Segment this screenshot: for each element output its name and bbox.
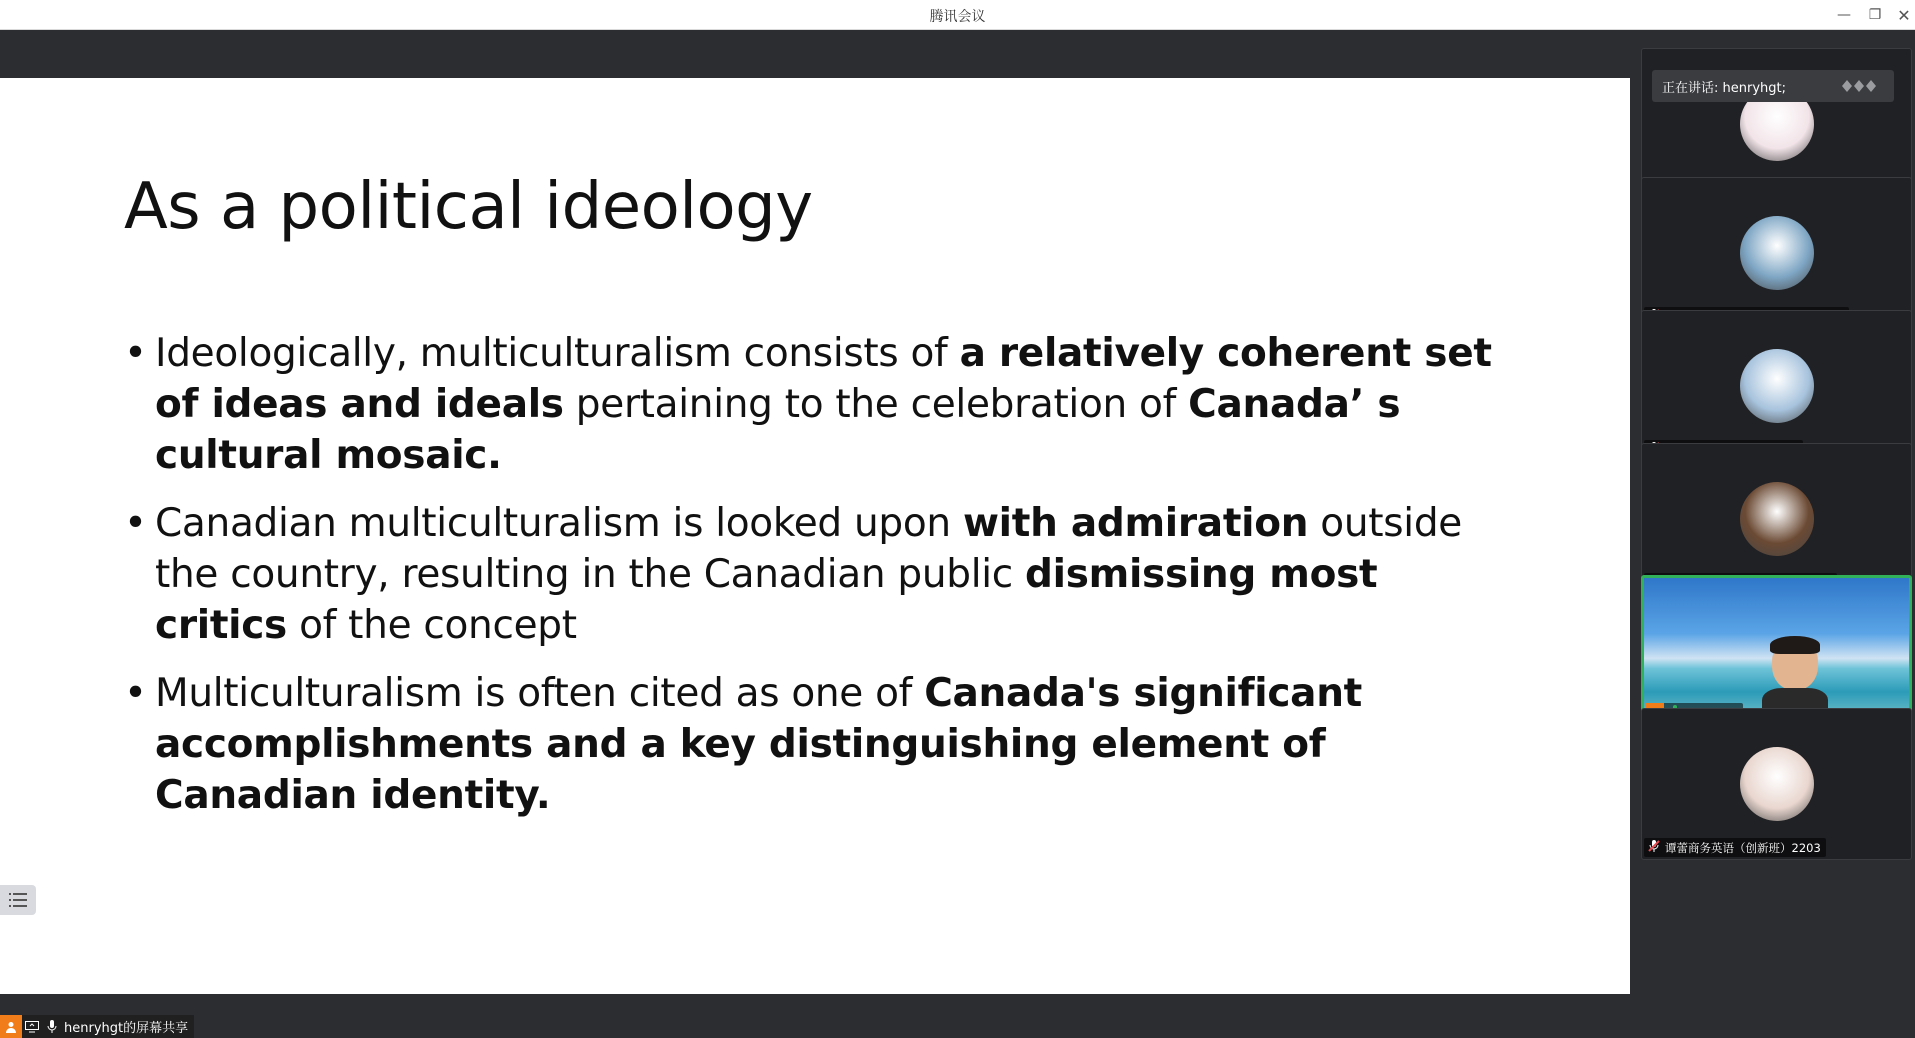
screen-share-indicator xyxy=(0,1015,194,1038)
participant-tile[interactable] xyxy=(1641,310,1912,462)
slide-bullet xyxy=(124,498,1514,651)
presentation-slide xyxy=(0,78,1630,994)
participant-tile[interactable] xyxy=(1641,708,1912,860)
minimize-button[interactable]: — xyxy=(1837,7,1851,23)
bullet-text: outside the country, resulting in the Canadian public xyxy=(155,501,1462,597)
bullet-bold-text: Canada's significant accomplishments and a key distinguishing element of Canadian identity. xyxy=(155,671,1362,818)
bullet-bold-text: Canada’ s cultural mosaic. xyxy=(155,382,1401,478)
participant-name-tag xyxy=(1644,838,1826,857)
active-speaker-text: 正在讲话: henryhgt; xyxy=(1662,80,1786,96)
microphone-icon xyxy=(42,1015,62,1038)
avatar xyxy=(1740,747,1814,821)
avatar xyxy=(1740,216,1814,290)
bullet-bold-text: with admiration xyxy=(962,501,1309,546)
bullet-text: of the concept xyxy=(286,603,577,648)
participant-panel xyxy=(1630,30,1915,1038)
participant-tile[interactable] xyxy=(1641,443,1912,595)
avatar xyxy=(1740,482,1814,556)
close-button[interactable]: ✕ xyxy=(1897,5,1911,25)
active-speaker-banner xyxy=(1652,70,1894,102)
slide-bullet xyxy=(124,668,1514,821)
slide-bullet xyxy=(124,328,1514,481)
host-icon xyxy=(0,1015,22,1038)
sound-wave-icon xyxy=(1840,79,1884,93)
window-title: 腾讯会议 xyxy=(929,9,986,25)
avatar xyxy=(1740,349,1814,423)
screen-share-label: henryhgt的屏幕共享 xyxy=(64,1021,189,1036)
participant-tile[interactable] xyxy=(1641,575,1912,727)
title-bar xyxy=(0,0,1915,30)
screen-share-area xyxy=(0,30,1630,1038)
bullet-text: Multiculturalism is often cited as one of xyxy=(155,671,925,716)
list-icon xyxy=(9,892,27,908)
restore-button[interactable]: ❐ xyxy=(1868,7,1882,23)
participant-tile[interactable] xyxy=(1641,177,1912,329)
slide-title: As a political ideology xyxy=(124,170,813,244)
bullet-text: pertaining to the celebration of xyxy=(563,382,1189,427)
bullet-text: Canadian multiculturalism is looked upon xyxy=(155,501,963,546)
screen-share-icon xyxy=(22,1015,42,1038)
bullet-text: Ideologically, multiculturalism consists of xyxy=(155,331,960,376)
slide-bullet-list xyxy=(124,328,1514,838)
participant-name: 谭蕾商务英语（创新班）2203 xyxy=(1665,840,1821,855)
list-toggle-button[interactable] xyxy=(0,885,36,915)
muted-mic-icon xyxy=(1647,839,1665,856)
bullet-bold-text: dismissing most critics xyxy=(155,552,1378,648)
bullet-bold-text: a relatively coherent set of ideas and ideals xyxy=(155,331,1492,427)
